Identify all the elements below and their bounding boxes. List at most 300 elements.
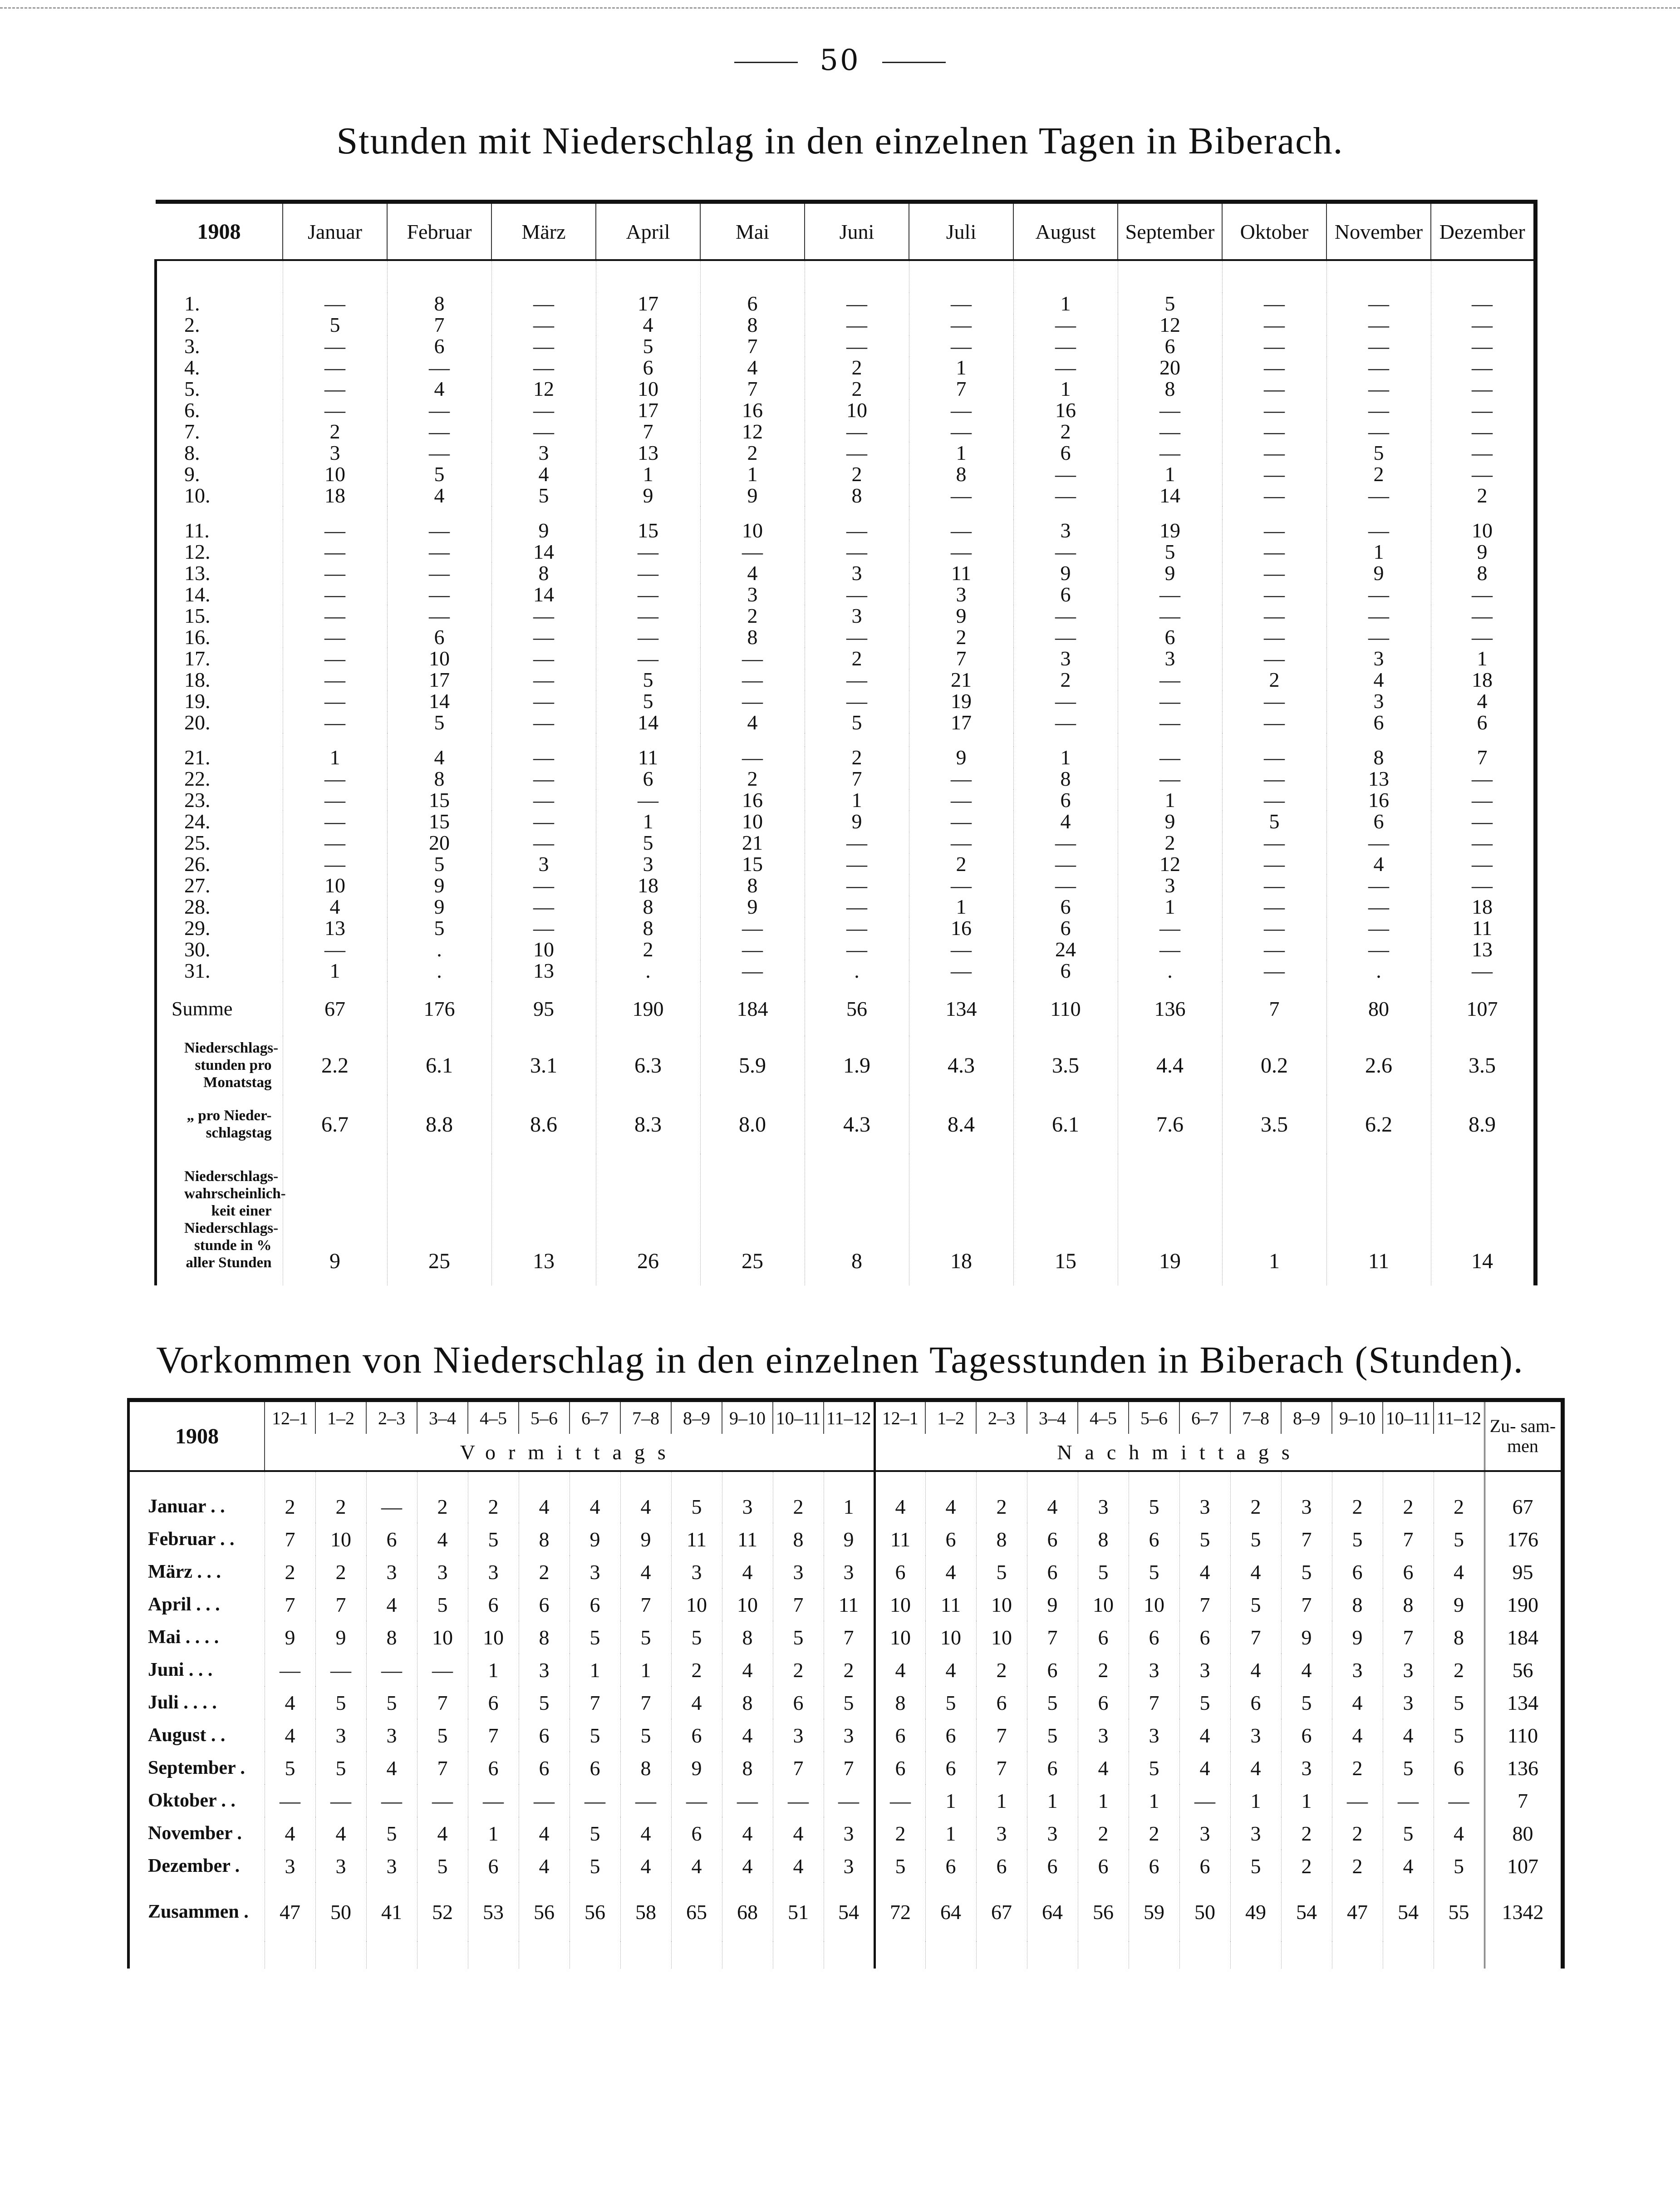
table-cell: 9 bbox=[805, 811, 909, 832]
table-cell: 5 bbox=[387, 712, 491, 733]
table-cell: — bbox=[283, 768, 387, 789]
table-cell: 8 bbox=[1383, 1588, 1434, 1621]
table-cell: — bbox=[570, 1784, 620, 1817]
table-cell: — bbox=[1222, 789, 1326, 811]
table-cell: 17 bbox=[596, 399, 700, 421]
table-cell: 4.3 bbox=[909, 1036, 1013, 1095]
table-cell: 16 bbox=[1326, 789, 1431, 811]
table2-body bbox=[128, 1471, 1562, 1969]
table-cell: 10 bbox=[874, 1621, 925, 1654]
month-header: September bbox=[1118, 202, 1222, 261]
table-cell: 3 bbox=[315, 1719, 366, 1752]
table-cell: — bbox=[1326, 584, 1431, 605]
table-cell: 7 bbox=[620, 1588, 671, 1621]
table-cell: 5 bbox=[1230, 1588, 1281, 1621]
table-cell: 5 bbox=[1222, 811, 1326, 832]
table-cell: 4 bbox=[1230, 1555, 1281, 1588]
table-cell: — bbox=[491, 626, 596, 648]
table-cell: — bbox=[1431, 421, 1535, 442]
row-label: Niederschlags- wahrscheinlich- keit einer Niederschlags- stunde in % aller Stunden bbox=[156, 1154, 283, 1285]
table-cell: 6 bbox=[1129, 1523, 1179, 1555]
table-cell: 7.6 bbox=[1118, 1095, 1222, 1154]
table-cell: — bbox=[283, 399, 387, 421]
table-cell: 8.0 bbox=[700, 1095, 805, 1154]
table-cell: 5 bbox=[417, 1850, 468, 1882]
table-cell: 6 bbox=[366, 1523, 417, 1555]
table-cell: 6 bbox=[1013, 789, 1118, 811]
table-cell: — bbox=[1222, 939, 1326, 960]
table-cell: 3 bbox=[909, 584, 1013, 605]
table-row bbox=[156, 712, 1535, 733]
table-cell: 184 bbox=[700, 981, 805, 1036]
table-cell: 8 bbox=[387, 768, 491, 789]
table-cell: — bbox=[491, 669, 596, 690]
table-cell: 4 bbox=[519, 1471, 570, 1523]
table-cell: 8 bbox=[909, 463, 1013, 485]
table-cell: 6 bbox=[1326, 811, 1431, 832]
table-cell: — bbox=[805, 421, 909, 442]
table-cell: 4 bbox=[620, 1850, 671, 1882]
table1-body bbox=[156, 260, 1535, 1285]
table-cell: — bbox=[1222, 648, 1326, 669]
table-cell: — bbox=[1332, 1784, 1383, 1817]
table-cell: — bbox=[909, 789, 1013, 811]
table-cell: 1 bbox=[1078, 1784, 1129, 1817]
table-cell: 6 bbox=[519, 1719, 570, 1752]
table-cell: 5 bbox=[874, 1850, 925, 1882]
table-row bbox=[156, 463, 1535, 485]
total-header: Zu- sam- men bbox=[1484, 1400, 1562, 1472]
table-cell: 19 bbox=[1118, 1154, 1222, 1285]
table-cell: 2 bbox=[1230, 1471, 1281, 1523]
table-cell: — bbox=[1431, 378, 1535, 399]
table-cell: 8 bbox=[1326, 747, 1431, 768]
table-cell: — bbox=[1326, 293, 1431, 314]
table-cell: 3 bbox=[824, 1850, 874, 1882]
table-cell: 5 bbox=[1027, 1719, 1078, 1752]
table-cell: — bbox=[283, 789, 387, 811]
table-cell: 1 bbox=[283, 960, 387, 981]
table-cell: 8.4 bbox=[909, 1095, 1013, 1154]
table-cell: 1 bbox=[1118, 463, 1222, 485]
table-cell: 1 bbox=[909, 357, 1013, 378]
table-cell: 3 bbox=[773, 1555, 824, 1588]
table-cell: 8 bbox=[805, 485, 909, 506]
table-cell: 10 bbox=[387, 648, 491, 669]
hour-header: 2–3 bbox=[366, 1400, 417, 1434]
table-row bbox=[128, 1850, 1562, 1882]
table-cell: 2 bbox=[265, 1555, 315, 1588]
top-rule bbox=[0, 7, 1680, 9]
table-cell: 8 bbox=[1078, 1523, 1129, 1555]
table-cell: 7 bbox=[596, 421, 700, 442]
table-cell: — bbox=[805, 541, 909, 562]
table-cell: 3 bbox=[1013, 520, 1118, 541]
table-cell: 6 bbox=[1431, 712, 1535, 733]
table-cell: 7 bbox=[417, 1752, 468, 1784]
table-cell: 2 bbox=[1013, 421, 1118, 442]
table-row bbox=[156, 520, 1535, 541]
table-cell: 4 bbox=[700, 562, 805, 584]
table-cell: — bbox=[1222, 485, 1326, 506]
day-label: 25. bbox=[156, 832, 283, 853]
table-cell: 2 bbox=[805, 378, 909, 399]
table-row bbox=[156, 421, 1535, 442]
table-cell: 2 bbox=[874, 1817, 925, 1850]
table-row bbox=[128, 1654, 1562, 1686]
table-cell: 50 bbox=[315, 1882, 366, 1941]
table-cell: 7 bbox=[824, 1752, 874, 1784]
table-cell: 8 bbox=[366, 1621, 417, 1654]
table-cell: 1 bbox=[1027, 1784, 1078, 1817]
table-row bbox=[156, 442, 1535, 463]
table-cell: 3 bbox=[824, 1555, 874, 1588]
table-cell: 6 bbox=[1078, 1686, 1129, 1719]
table-cell: — bbox=[805, 896, 909, 917]
table-cell: 2 bbox=[1118, 832, 1222, 853]
table-cell: 5 bbox=[620, 1621, 671, 1654]
month-header: Februar bbox=[387, 202, 491, 261]
table-cell: — bbox=[283, 712, 387, 733]
total-cell: 95 bbox=[1484, 1555, 1562, 1588]
table-cell: 56 bbox=[1078, 1882, 1129, 1941]
table-cell: — bbox=[1326, 605, 1431, 626]
table-cell: — bbox=[1222, 562, 1326, 584]
table-cell: 9 bbox=[315, 1621, 366, 1654]
table-cell: 4 bbox=[1179, 1752, 1230, 1784]
table-cell: 67 bbox=[283, 981, 387, 1036]
vormittags-header: Vormittags bbox=[265, 1434, 874, 1471]
table-cell: 2 bbox=[1326, 463, 1431, 485]
table-cell: 4 bbox=[722, 1850, 773, 1882]
table-cell: 6 bbox=[468, 1686, 519, 1719]
table-cell: — bbox=[1118, 690, 1222, 712]
table-cell: 5 bbox=[1179, 1523, 1230, 1555]
month-header: Juli bbox=[909, 202, 1013, 261]
table-cell: 3 bbox=[1078, 1471, 1129, 1523]
table-cell: — bbox=[909, 832, 1013, 853]
table-cell: — bbox=[1431, 314, 1535, 335]
table-row bbox=[128, 1523, 1562, 1555]
table-cell: 7 bbox=[1383, 1523, 1434, 1555]
day-label: 21. bbox=[156, 747, 283, 768]
table-cell: — bbox=[491, 811, 596, 832]
table-row bbox=[156, 314, 1535, 335]
table-cell: — bbox=[1326, 896, 1431, 917]
table-cell: 3.5 bbox=[1222, 1095, 1326, 1154]
table-cell: 5 bbox=[1434, 1850, 1484, 1882]
table-cell: — bbox=[387, 399, 491, 421]
hour-header: 12–1 bbox=[874, 1400, 925, 1434]
table-cell: — bbox=[1013, 463, 1118, 485]
hour-header: 1–2 bbox=[315, 1400, 366, 1434]
day-label: 19. bbox=[156, 690, 283, 712]
table-cell: — bbox=[387, 357, 491, 378]
table-cell: 3 bbox=[1078, 1719, 1129, 1752]
table-cell: 8 bbox=[700, 314, 805, 335]
table-cell: 2 bbox=[596, 939, 700, 960]
table-cell: 2 bbox=[315, 1471, 366, 1523]
table-cell: 3.5 bbox=[1013, 1036, 1118, 1095]
table-cell: — bbox=[1222, 853, 1326, 875]
table-cell: 10 bbox=[722, 1588, 773, 1621]
month-label: Dezember . bbox=[128, 1850, 265, 1882]
table-cell: 4 bbox=[1179, 1719, 1230, 1752]
table-cell: 3 bbox=[773, 1719, 824, 1752]
table-cell: 6 bbox=[773, 1686, 824, 1719]
table-cell: 4 bbox=[1383, 1719, 1434, 1752]
table-cell: 3 bbox=[596, 853, 700, 875]
hour-header: 4–5 bbox=[468, 1400, 519, 1434]
table-cell: 5 bbox=[1332, 1523, 1383, 1555]
table-cell: 10 bbox=[976, 1621, 1027, 1654]
table-cell: 6 bbox=[1078, 1621, 1129, 1654]
hour-header: 12–1 bbox=[265, 1400, 315, 1434]
table-cell: — bbox=[700, 917, 805, 939]
table-cell: — bbox=[366, 1471, 417, 1523]
table-cell: 6 bbox=[1129, 1850, 1179, 1882]
table-cell: — bbox=[1222, 832, 1326, 853]
table-cell: — bbox=[805, 939, 909, 960]
day-label: 15. bbox=[156, 605, 283, 626]
table-cell: 5 bbox=[1230, 1523, 1281, 1555]
table-cell: 2 bbox=[824, 1654, 874, 1686]
table-cell: 6 bbox=[1013, 584, 1118, 605]
hour-header: 8–9 bbox=[1281, 1400, 1332, 1434]
hour-header: 6–7 bbox=[570, 1400, 620, 1434]
table-cell: 2 bbox=[976, 1471, 1027, 1523]
table-cell: 3 bbox=[366, 1555, 417, 1588]
total-cell: 136 bbox=[1484, 1752, 1562, 1784]
table-cell: 5 bbox=[596, 335, 700, 357]
table-cell: 53 bbox=[468, 1882, 519, 1941]
table-cell: 7 bbox=[976, 1752, 1027, 1784]
table-row bbox=[156, 293, 1535, 314]
table-cell: 21 bbox=[909, 669, 1013, 690]
table-row bbox=[156, 690, 1535, 712]
table-cell: 1 bbox=[909, 442, 1013, 463]
table-cell: — bbox=[1118, 584, 1222, 605]
table-cell: 18 bbox=[596, 875, 700, 896]
table-row bbox=[128, 1471, 1562, 1523]
table-cell: 3 bbox=[519, 1654, 570, 1686]
table-cell: 4 bbox=[874, 1471, 925, 1523]
table-cell: 1 bbox=[620, 1654, 671, 1686]
table-cell: 5 bbox=[468, 1523, 519, 1555]
table-cell: 5 bbox=[1179, 1686, 1230, 1719]
table-row bbox=[156, 832, 1535, 853]
table-cell: 6.2 bbox=[1326, 1095, 1431, 1154]
table-cell: 50 bbox=[1179, 1882, 1230, 1941]
table-cell: 9 bbox=[1118, 811, 1222, 832]
table-cell: — bbox=[283, 648, 387, 669]
table-cell: 6 bbox=[1118, 626, 1222, 648]
table-cell: 7 bbox=[700, 335, 805, 357]
table-cell: 17 bbox=[387, 669, 491, 690]
table-cell: 41 bbox=[366, 1882, 417, 1941]
table-cell: 9 bbox=[1434, 1588, 1484, 1621]
table-cell: 2 bbox=[283, 421, 387, 442]
table-cell: — bbox=[283, 357, 387, 378]
month-label: August . . bbox=[128, 1719, 265, 1752]
table-row bbox=[156, 485, 1535, 506]
table-cell: 4 bbox=[1326, 669, 1431, 690]
table-cell: — bbox=[805, 335, 909, 357]
day-label: 6. bbox=[156, 399, 283, 421]
zusammen-row bbox=[128, 1882, 1562, 1941]
table-cell: 5 bbox=[1129, 1752, 1179, 1784]
table-cell: 8 bbox=[519, 1621, 570, 1654]
table-cell: 49 bbox=[1230, 1882, 1281, 1941]
table-cell: — bbox=[1222, 690, 1326, 712]
table-cell: 9 bbox=[265, 1621, 315, 1654]
table-cell: 64 bbox=[925, 1882, 976, 1941]
table-cell: — bbox=[1222, 442, 1326, 463]
table-cell: 4 bbox=[387, 485, 491, 506]
table-cell: 7 bbox=[265, 1588, 315, 1621]
table-cell: — bbox=[265, 1654, 315, 1686]
table-cell: 1 bbox=[805, 789, 909, 811]
table-cell: 4 bbox=[265, 1817, 315, 1850]
day-label: 11. bbox=[156, 520, 283, 541]
table-cell: — bbox=[1222, 399, 1326, 421]
table-cell: — bbox=[1222, 747, 1326, 768]
table-cell: — bbox=[1118, 917, 1222, 939]
table-cell: — bbox=[700, 960, 805, 981]
table-cell: 6 bbox=[700, 293, 805, 314]
table-cell: 3 bbox=[1129, 1719, 1179, 1752]
table-cell: 6 bbox=[570, 1752, 620, 1784]
table-cell: 2 bbox=[805, 463, 909, 485]
table-cell: 9 bbox=[1118, 562, 1222, 584]
table-cell: 2 bbox=[805, 357, 909, 378]
hour-header: 1–2 bbox=[925, 1400, 976, 1434]
month-header: November bbox=[1326, 202, 1431, 261]
day-label: 16. bbox=[156, 626, 283, 648]
table-cell: 7 bbox=[909, 378, 1013, 399]
table-cell: 4 bbox=[874, 1654, 925, 1686]
total-cell: 176 bbox=[1484, 1523, 1562, 1555]
month-label: Zusammen . bbox=[128, 1882, 265, 1941]
table-cell: 4 bbox=[620, 1817, 671, 1850]
month-header: August bbox=[1013, 202, 1118, 261]
spacer-row bbox=[156, 506, 1535, 520]
day-label: 5. bbox=[156, 378, 283, 399]
table-cell: 8 bbox=[387, 293, 491, 314]
table-cell: — bbox=[315, 1654, 366, 1686]
table-cell: 6 bbox=[671, 1719, 722, 1752]
table-cell: — bbox=[596, 605, 700, 626]
table-cell: 4 bbox=[1434, 1817, 1484, 1850]
table-cell: 9 bbox=[700, 896, 805, 917]
spacer-row bbox=[156, 733, 1535, 747]
table-cell: — bbox=[909, 421, 1013, 442]
table-cell: 4 bbox=[1027, 1471, 1078, 1523]
table-cell: 6 bbox=[671, 1817, 722, 1850]
table-cell: — bbox=[491, 789, 596, 811]
table-cell: 6 bbox=[387, 335, 491, 357]
table-cell: 6 bbox=[1027, 1555, 1078, 1588]
table-cell: 4 bbox=[417, 1817, 468, 1850]
table-cell: 6 bbox=[1027, 1523, 1078, 1555]
table-cell: 4 bbox=[1230, 1752, 1281, 1784]
table-cell: 3 bbox=[1013, 648, 1118, 669]
table-cell: 2 bbox=[1434, 1471, 1484, 1523]
table-cell: 5 bbox=[1383, 1752, 1434, 1784]
table-cell: 9 bbox=[387, 875, 491, 896]
table-cell: 3 bbox=[1179, 1817, 1230, 1850]
table-cell: — bbox=[805, 520, 909, 541]
table-cell: 7 bbox=[387, 314, 491, 335]
total-cell: 80 bbox=[1484, 1817, 1562, 1850]
row-label: Summe bbox=[156, 981, 283, 1036]
table-cell: — bbox=[283, 832, 387, 853]
day-label: 28. bbox=[156, 896, 283, 917]
table-cell: 10 bbox=[315, 1523, 366, 1555]
table-cell: — bbox=[1222, 520, 1326, 541]
day-label: 22. bbox=[156, 768, 283, 789]
table-cell: 5 bbox=[1434, 1686, 1484, 1719]
table-cell: — bbox=[1222, 605, 1326, 626]
table-cell: 9 bbox=[1332, 1621, 1383, 1654]
table-cell: — bbox=[491, 648, 596, 669]
table-row bbox=[156, 399, 1535, 421]
table-cell: — bbox=[596, 648, 700, 669]
table-cell: — bbox=[283, 335, 387, 357]
table-cell: 21 bbox=[700, 832, 805, 853]
table-cell: 4 bbox=[722, 1719, 773, 1752]
table-cell: 4 bbox=[1332, 1719, 1383, 1752]
table-cell: — bbox=[283, 520, 387, 541]
table-cell: 8 bbox=[700, 875, 805, 896]
table-cell: 6 bbox=[1129, 1621, 1179, 1654]
row-label: Niederschlags- stunden pro Monatstag bbox=[156, 1036, 283, 1095]
table-cell: — bbox=[491, 712, 596, 733]
table-cell: — bbox=[1431, 789, 1535, 811]
table-cell: 10 bbox=[283, 875, 387, 896]
month-label: April . . . bbox=[128, 1588, 265, 1621]
table-cell: 8 bbox=[596, 896, 700, 917]
table-cell: 2 bbox=[700, 442, 805, 463]
table-cell: 3 bbox=[805, 562, 909, 584]
table-cell: — bbox=[1118, 399, 1222, 421]
table-cell: 9 bbox=[909, 605, 1013, 626]
table-cell: 4.3 bbox=[805, 1095, 909, 1154]
table-cell: 2 bbox=[805, 648, 909, 669]
table-cell: 1 bbox=[468, 1817, 519, 1850]
table-row bbox=[156, 853, 1535, 875]
table-cell: 10 bbox=[925, 1621, 976, 1654]
table-cell: 2 bbox=[1383, 1471, 1434, 1523]
table-cell: — bbox=[283, 626, 387, 648]
table-cell: — bbox=[1013, 605, 1118, 626]
table-cell: 3 bbox=[468, 1555, 519, 1588]
nachmittags-header: Nachmittags bbox=[874, 1434, 1484, 1471]
table-cell: 1 bbox=[1129, 1784, 1179, 1817]
table-cell: — bbox=[1222, 463, 1326, 485]
table-cell: 15 bbox=[700, 853, 805, 875]
table-cell: 3 bbox=[491, 853, 596, 875]
table-cell: — bbox=[596, 626, 700, 648]
table-row bbox=[128, 1621, 1562, 1654]
table-cell: 5 bbox=[1326, 442, 1431, 463]
table-cell: 5 bbox=[387, 917, 491, 939]
table-cell: 4 bbox=[671, 1686, 722, 1719]
total-cell: 184 bbox=[1484, 1621, 1562, 1654]
table-cell: 4 bbox=[1179, 1555, 1230, 1588]
table-cell: — bbox=[491, 357, 596, 378]
table-cell: 4 bbox=[417, 1523, 468, 1555]
